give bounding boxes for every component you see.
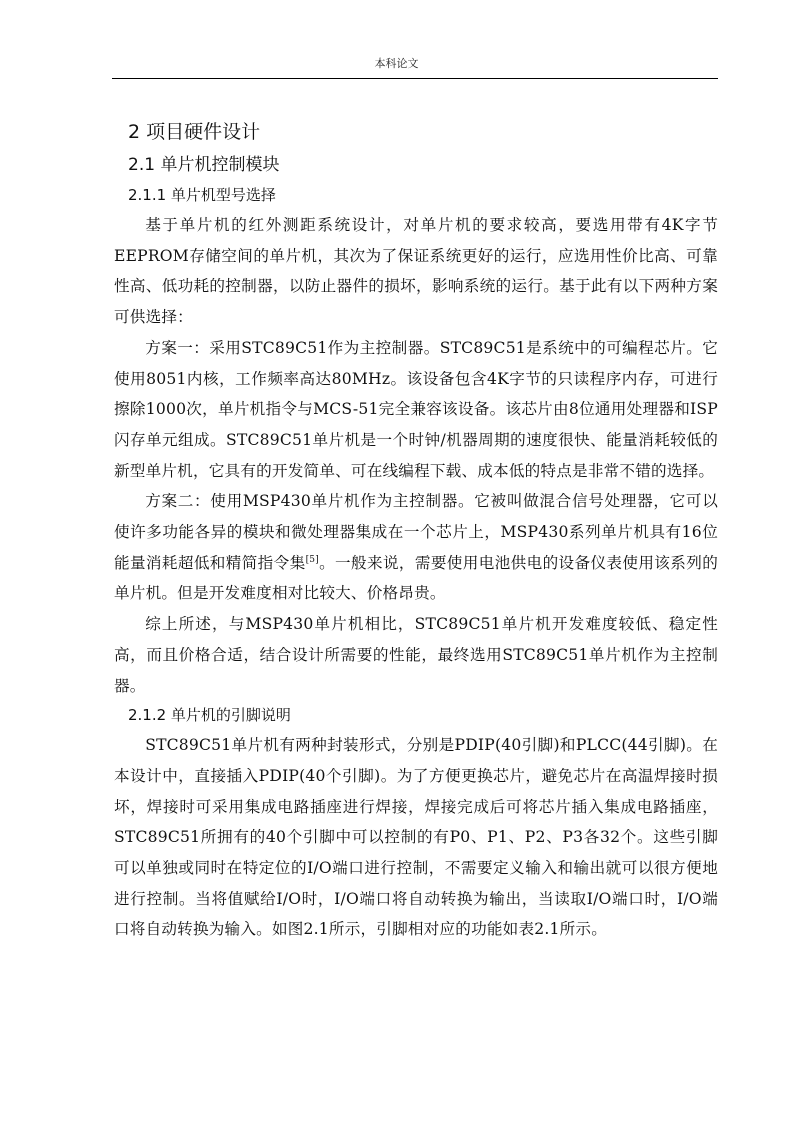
scheme-two-text-a: 方案二：使用MSP430单片机作为主控制器。它被叫做混合信号处理器，它可以使许多功能各异的模块和微处理器集成在一个芯片上，MSP430系列单片机具有16位能量消耗超低和精简指令集 [114, 492, 718, 572]
chapter-heading: 2 项目硬件设计 [128, 121, 261, 143]
page-header-title: 本科论文 [374, 57, 419, 70]
paragraph-scheme-two [114, 486, 718, 609]
section-heading: 2.1 单片机控制模块 [128, 155, 280, 175]
subsection-heading-pin-description: 2.1.2 单片机的引脚说明 [128, 706, 291, 725]
paragraph-scheme-one: 方案一：采用STC89C51作为主控制器。STC89C51是系统中的可编程芯片。它使用8051内核，工作频率高达80MHz。该设备包含4K字节的只读程序内存，可进行擦除1000次，单片机指令与MCS-51完全兼容该设备。该芯片由8位通用处理器和ISP闪存单元组成。STC89C51单片机是一个时钟/机器周期的速度很快、能量消耗较低的新型单片机，它具有的开发简单、可在线编程下载、成本低的特点是非常不错的选择。 [114, 338, 718, 480]
header-divider [112, 78, 718, 79]
citation-ref: [5] [305, 554, 319, 565]
paragraph-summary: 综上所述，与MSP430单片机相比，STC89C51单片机开发难度较低、稳定性高，而且价格合适，结合设计所需要的性能，最终选用STC89C51单片机作为主控制器。 [114, 615, 718, 695]
document-body [114, 115, 718, 945]
paragraph-pin-description: STC89C51单片机有两种封装形式，分别是PDIP(40引脚)和PLCC(44引脚)。在本设计中，直接插入PDIP(40个引脚)。为了方便更换芯片，避免芯片在高温焊接时损坏，焊接时可采用集成电路插座进行焊接，焊接完成后可将芯片插入集成电路插座，STC89C51所拥有的40个引脚中可以控制的有P0、P1、P2、P3各32个。这些引脚可以单独或同时在特定位的I/O端口进行控制，不需要定义输入和输出就可以很方便地进行控制。当将值赋给I/O时，I/O端口将自动转换为输出，当读取I/O端口时，I/O端口将自动转换为输入。如图2.1所示，引脚相对应的功能如表2.1所示。 [114, 736, 718, 939]
subsection-heading-model-selection: 2.1.1 单片机型号选择 [128, 186, 276, 204]
scheme-two-text-b: 。一般来说，需要使用电池供电的设备仪表使用该系列的单片机。但是开发难度相对比较大、价格昂贵。 [114, 553, 718, 603]
paragraph-intro: 基于单片机的红外测距系统设计，对单片机的要求较高，要选用带有4K字节EEPROM存储空间的单片机，其次为了保证系统更好的运行，应选用性价比高、可靠性高、低功耗的控制器，以防止器件的损坏，影响系统的运行。基于此有以下两种方案可供选择： [114, 216, 718, 327]
